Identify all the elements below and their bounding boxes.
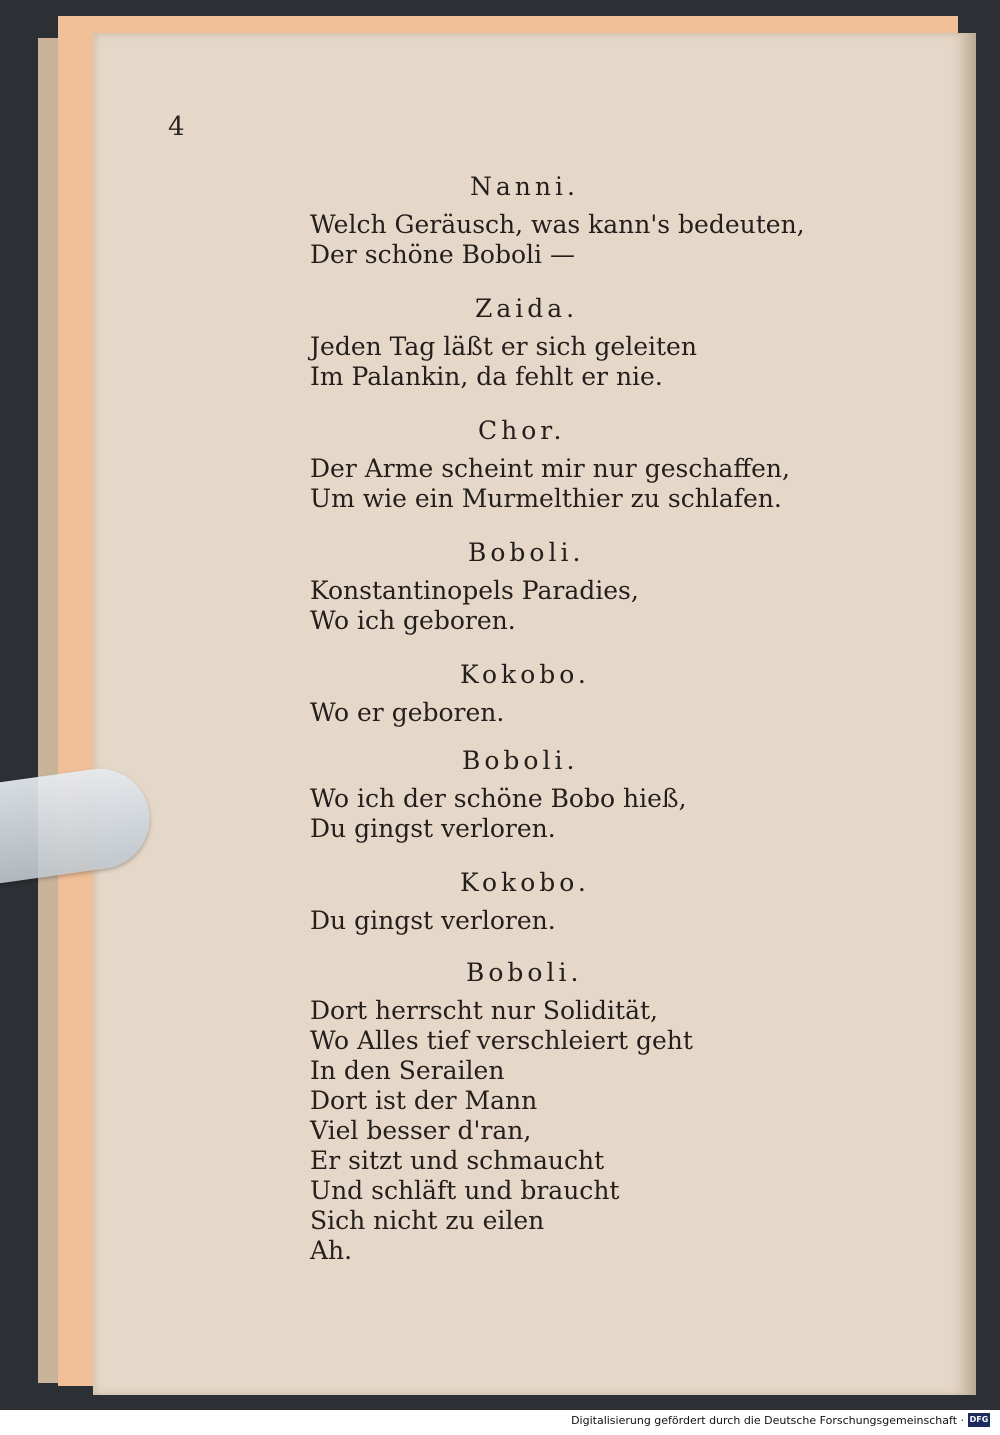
dialogue-block xyxy=(310,414,910,514)
page-number: 4 xyxy=(168,112,185,142)
speaker-name: Boboli. xyxy=(468,538,585,567)
verse-line: Viel besser d'ran, xyxy=(310,1116,532,1145)
verse-line: Wo Alles tief verschleiert geht xyxy=(310,1026,693,1055)
dialogue-block xyxy=(310,956,910,1266)
verse-line: Ah. xyxy=(310,1236,353,1265)
verse-text xyxy=(310,170,910,1266)
speaker-name: Kokobo. xyxy=(460,868,590,897)
verse-line: Dort ist der Mann xyxy=(310,1086,538,1115)
dialogue-block xyxy=(310,170,910,270)
verse-line: In den Serailen xyxy=(310,1056,505,1085)
dfg-credit: Digitalisierung gefördert durch die Deutsche Forschungsgemeinschaft · xyxy=(571,1414,964,1427)
verse-line: Dort herrscht nur Solidität, xyxy=(310,996,658,1025)
dialogue-block xyxy=(310,744,910,844)
speaker-name: Nanni. xyxy=(470,172,579,201)
speaker-name: Zaida. xyxy=(475,294,579,323)
verse-line: Konstantinopels Paradies, xyxy=(310,576,639,605)
verse-line: Sich nicht zu eilen xyxy=(310,1206,545,1235)
verse-line: Um wie ein Murmelthier zu schlafen. xyxy=(310,484,782,513)
verse-line: Im Palankin, da fehlt er nie. xyxy=(310,362,663,391)
verse-line: Du gingst verloren. xyxy=(310,814,556,843)
verse-line: Der Arme scheint mir nur geschaffen, xyxy=(310,454,790,483)
speaker-name: Boboli. xyxy=(466,958,583,987)
dialogue-block xyxy=(310,658,910,728)
page-edge xyxy=(962,33,976,1395)
dfg-logo-icon: DFG xyxy=(968,1413,990,1427)
speaker-name: Chor. xyxy=(478,416,566,445)
verse-line: Jeden Tag läßt er sich geleiten xyxy=(310,332,697,361)
dialogue-block xyxy=(310,536,910,636)
dialogue-block xyxy=(310,866,910,936)
speaker-name: Kokobo. xyxy=(460,660,590,689)
verse-line: Wo ich geboren. xyxy=(310,606,516,635)
verse-line: Und schläft und braucht xyxy=(310,1176,620,1205)
dialogue-block xyxy=(310,292,910,392)
verse-line: Der schöne Boboli — xyxy=(310,240,575,269)
verse-line: Wo er geboren. xyxy=(310,698,505,727)
verse-line: Welch Geräusch, was kann's bedeuten, xyxy=(310,210,805,239)
verse-line: Wo ich der schöne Bobo hieß, xyxy=(310,784,687,813)
speaker-name: Boboli. xyxy=(462,746,579,775)
verse-line: Du gingst verloren. xyxy=(310,906,556,935)
verse-line: Er sitzt und schmaucht xyxy=(310,1146,605,1175)
